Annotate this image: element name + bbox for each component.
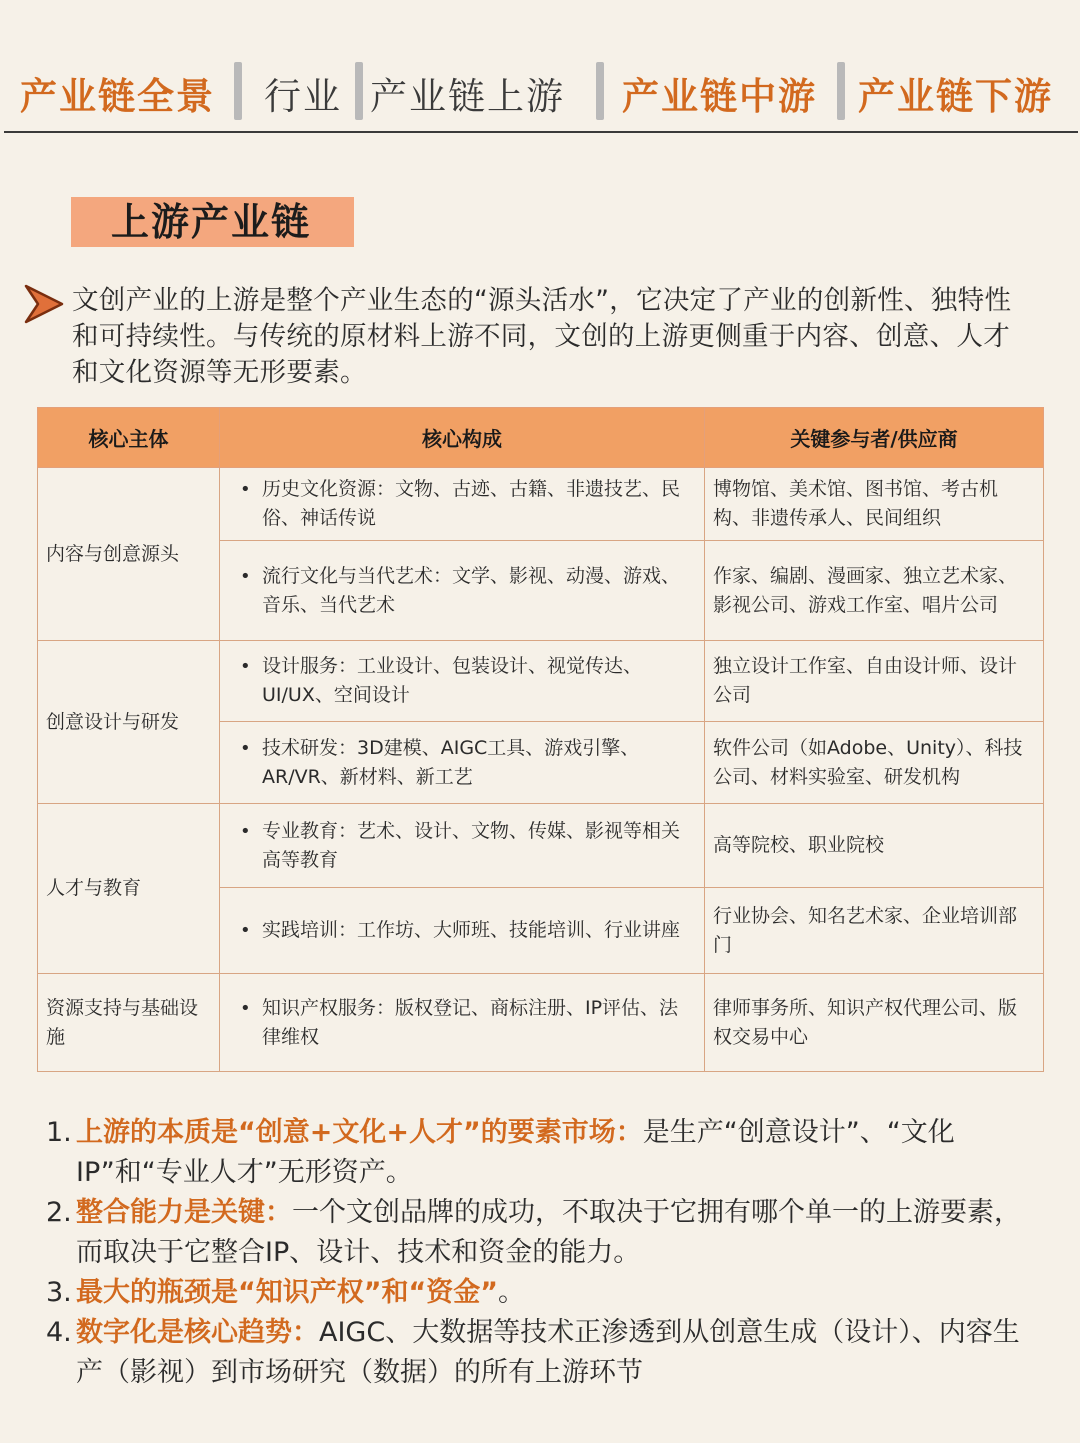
nav-separator [355, 62, 363, 120]
summary-highlight: 数字化是核心趋势： [76, 1317, 319, 1348]
summary-highlight: 整合能力是关键： [76, 1197, 292, 1228]
nav-divider [4, 131, 1078, 133]
component-text: 知识产权服务：版权登记、商标注册、IP评估、法律维权 [262, 996, 679, 1048]
summary-text: 。 [497, 1277, 525, 1308]
summary-number: 1. [46, 1117, 72, 1148]
component-cell [220, 888, 705, 974]
participants-cell: 博物馆、美术馆、图书馆、考古机构、非遗传承人、民间组织 [705, 468, 1044, 541]
subject-cell: 内容与创意源头 [38, 468, 220, 641]
subject-cell: 人才与教育 [38, 804, 220, 974]
component-cell [220, 804, 705, 888]
participants-cell: 作家、编剧、漫画家、独立艺术家、影视公司、游戏工作室、唱片公司 [705, 541, 1044, 641]
participants-cell: 软件公司（如Adobe、Unity）、科技公司、材料实验室、研发机构 [705, 722, 1044, 804]
summary-body [76, 1113, 1036, 1193]
component-text: 实践培训：工作坊、大师班、技能培训、行业讲座 [262, 919, 681, 941]
summary-number: 3. [46, 1277, 72, 1308]
header-subject: 核心主体 [38, 408, 220, 468]
nav-item-upstream[interactable]: 产业链上游 [370, 75, 565, 118]
component-cell [220, 974, 705, 1072]
nav-separator [596, 62, 604, 120]
bullet-dot: • [240, 737, 251, 759]
component-text: 技术研发：3D建模、AIGC工具、游戏引擎、AR/VR、新材料、新工艺 [262, 736, 640, 788]
subject-cell: 资源支持与基础设施 [38, 974, 220, 1072]
component-cell [220, 541, 705, 641]
summary-body [76, 1273, 525, 1313]
subject-cell: 创意设计与研发 [38, 641, 220, 804]
table-row [38, 804, 1044, 888]
summary-list [46, 1113, 1036, 1393]
table-header-row [38, 408, 1044, 468]
component-text: 流行文化与当代艺术：文学、影视、动漫、游戏、音乐、当代艺术 [262, 564, 681, 616]
summary-highlight: 上游的本质是“创意+文化+人才”的要素市场： [76, 1117, 643, 1148]
participants-cell: 律师事务所、知识产权代理公司、版权交易中心 [705, 974, 1044, 1072]
table-row [38, 468, 1044, 541]
summary-number: 2. [46, 1197, 72, 1228]
top-nav [0, 56, 1080, 126]
upstream-table [37, 407, 1044, 1072]
table-row [38, 974, 1044, 1072]
bullet-dot: • [240, 565, 251, 587]
component-cell [220, 722, 705, 804]
intro-paragraph: 文创产业的上游是整个产业生态的“源头活水”，它决定了产业的创新性、独特性和可持续性。与传统的原材料上游不同，文创的上游更侧重于内容、创意、人才和文化资源等无形要素。 [72, 285, 1012, 388]
component-text: 历史文化资源：文物、古迹、古籍、非遗技艺、民俗、神话传说 [262, 478, 681, 529]
participants-cell: 独立设计工作室、自由设计师、设计公司 [705, 641, 1044, 722]
nav-item-midstream[interactable]: 产业链中游 [622, 75, 817, 118]
component-text: 设计服务：工业设计、包装设计、视觉传达、UI/UX、空间设计 [262, 655, 643, 706]
summary-text: AIGC、大数据等技术正渗透到从创意生成（设计）、内容生产（影视）到市场研究（数据）的所有上游环节 [76, 1317, 1020, 1388]
header-participants: 关键参与者/供应商 [705, 408, 1044, 468]
bullet-dot: • [240, 479, 251, 500]
nav-separator [837, 62, 845, 120]
component-text: 专业教育：艺术、设计、文物、传媒、影视等相关高等教育 [262, 819, 681, 871]
summary-item [46, 1273, 1036, 1313]
participants-cell: 高等院校、职业院校 [705, 804, 1044, 888]
summary-text: 是生产“创意设计”、“文化IP”和“专业人才”无形资产。 [76, 1117, 955, 1188]
summary-number: 4. [46, 1317, 72, 1348]
nav-item-downstream[interactable]: 产业链下游 [858, 75, 1053, 118]
header-component: 核心构成 [220, 408, 705, 468]
component-cell [220, 641, 705, 722]
nav-separator [234, 62, 242, 120]
triangle-arrow-icon [24, 284, 64, 324]
component-cell [220, 468, 705, 541]
nav-item-panorama[interactable]: 产业链全景 [20, 75, 215, 118]
bullet-dot: • [240, 997, 251, 1019]
bullet-dot: • [240, 656, 251, 677]
bullet-dot: • [240, 820, 251, 842]
summary-highlight: 最大的瓶颈是“知识产权”和“资金” [76, 1277, 498, 1308]
section-title: 上游产业链 [71, 197, 354, 247]
participants-cell: 行业协会、知名艺术家、企业培训部门 [705, 888, 1044, 974]
summary-body [76, 1193, 1036, 1273]
summary-item [46, 1313, 1036, 1393]
table-row [38, 641, 1044, 722]
bullet-dot: • [240, 920, 251, 941]
summary-body [76, 1313, 1036, 1393]
summary-text: 一个文创品牌的成功，不取决于它拥有哪个单一的上游要素，而取决于它整合IP、设计、技术和资金的能力。 [76, 1197, 1021, 1268]
nav-item-industry[interactable]: 行业 [264, 75, 342, 118]
summary-item [46, 1113, 1036, 1193]
summary-item [46, 1193, 1036, 1273]
